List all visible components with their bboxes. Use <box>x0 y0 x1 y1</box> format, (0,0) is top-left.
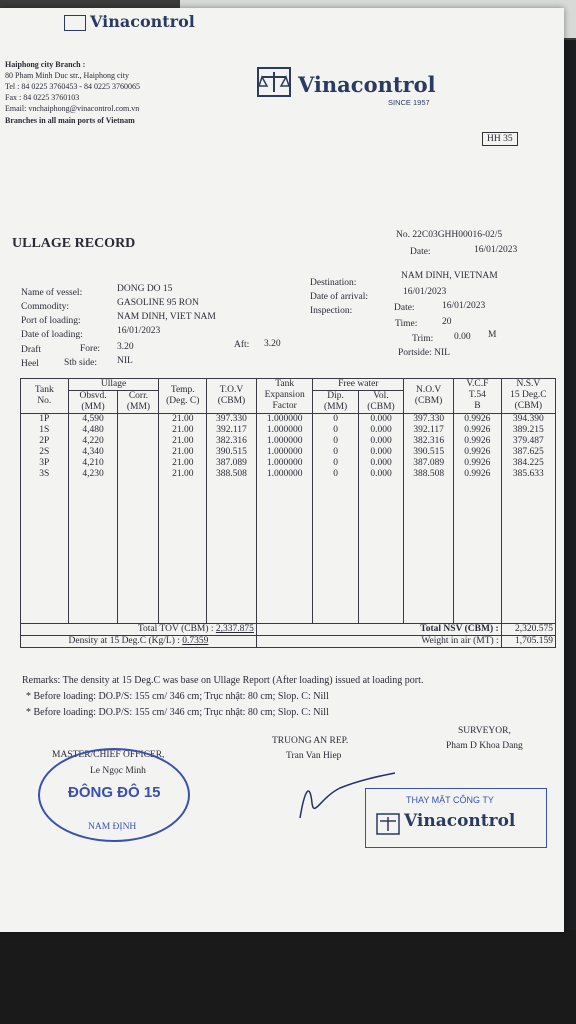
rep-label: TRUONG AN REP. <box>272 736 349 746</box>
time-label: Time: <box>395 319 418 329</box>
cell-vcf: 0.9926 <box>464 447 491 457</box>
col-tank <box>21 414 69 624</box>
scale-logo-icon <box>64 15 86 31</box>
cell-temp: 21.00 <box>172 458 194 468</box>
header-vol: Vol. (CBM) <box>358 391 403 414</box>
cell-tank: 1S <box>39 425 50 435</box>
scale-logo-icon <box>376 813 400 835</box>
port: NAM DINH, VIET NAM <box>117 312 216 322</box>
form-code: HH 35 <box>482 132 518 146</box>
cell-tov: 390.515 <box>216 447 247 457</box>
cell-dip: 0 <box>333 447 338 457</box>
cell-obsvd: 4,220 <box>82 436 104 446</box>
loading-date-label: Date of loading: <box>21 330 83 340</box>
commodity: GASOLINE 95 RON <box>117 298 199 308</box>
heel-label: Heel <box>21 359 39 369</box>
cell-exp: 1.000000 <box>266 436 303 446</box>
cell-nov: 390.515 <box>413 447 445 457</box>
since-text: SINCE 1957 <box>388 98 430 107</box>
col-vol <box>358 414 403 624</box>
surveyor-label: SURVEYOR, <box>458 726 511 736</box>
cell-tank: 2P <box>39 436 50 446</box>
cell-temp: 21.00 <box>172 436 194 446</box>
cell-temp: 21.00 <box>172 414 194 424</box>
arrival-date: 16/01/2023 <box>403 287 447 297</box>
cell-vol: 0.000 <box>370 414 392 424</box>
ullage-table <box>20 378 556 648</box>
cell-vcf: 0.9926 <box>464 414 491 424</box>
cell-temp: 21.00 <box>172 425 194 435</box>
cell-nsv: 385.633 <box>512 469 544 479</box>
weight-label: Weight in air (MT) : <box>256 636 501 648</box>
weight: 1,705.159 <box>501 636 555 648</box>
vessel-name-label: Name of vessel: <box>21 288 83 298</box>
cell-nov: 388.508 <box>413 469 445 479</box>
ship-stamp <box>38 748 190 842</box>
col-obsvd <box>68 414 118 624</box>
cell-vol: 0.000 <box>370 458 392 468</box>
branch-fax: Fax : 84 0225 3760103 <box>5 93 80 102</box>
top-logo-text: Vinacontrol <box>90 12 195 31</box>
cell-tov: 388.508 <box>216 469 247 479</box>
branch-ports: Branches in all main ports of Vietnam <box>5 116 135 125</box>
loading-date: 16/01/2023 <box>117 326 161 336</box>
cell-obsvd: 4,230 <box>82 469 104 479</box>
vessel-name: DONG DO 15 <box>117 284 173 294</box>
arrival-label: Date of arrival: <box>310 292 369 302</box>
company-logo-text: Vinacontrol <box>298 72 436 97</box>
col-temp <box>159 414 207 624</box>
cell-tank: 3S <box>39 469 50 479</box>
cell-obsvd: 4,590 <box>82 414 104 424</box>
remarks-line1: Remarks: The density at 15 Deg.C was base on Ullage Report (After loading) issued at loading port. <box>22 675 424 686</box>
cell-obsvd: 4,480 <box>82 425 104 435</box>
cell-obsvd: 4,210 <box>82 458 104 468</box>
cell-nsv: 389.215 <box>512 425 544 435</box>
fore-label: Fore: <box>80 344 101 354</box>
cell-vcf: 0.9926 <box>464 469 491 479</box>
cell-dip: 0 <box>333 425 338 435</box>
cell-exp: 1.000000 <box>266 425 303 435</box>
cell-nov: 397.330 <box>413 414 445 424</box>
branch-name: Haiphong city Branch : <box>5 60 86 69</box>
trim-unit: M <box>488 330 497 340</box>
fore-value: 3.20 <box>117 342 134 352</box>
cell-nsv: 384.225 <box>512 458 544 468</box>
density-row <box>21 636 556 648</box>
draft-label: Draft <box>21 345 42 355</box>
commodity-label: Commodity: <box>21 302 70 312</box>
total-nsv-label: Total NSV (CBM) : <box>256 624 501 636</box>
rep-name: Tran Van Hiep <box>286 751 342 761</box>
cell-exp: 1.000000 <box>266 414 303 424</box>
cell-dip: 0 <box>333 414 338 424</box>
header-dip: Dip. (MM) <box>313 391 358 414</box>
cell-nsv: 394.390 <box>512 414 544 424</box>
officer-label: MASTER/CHIEF OFFICER, <box>52 750 165 760</box>
record-date-label: Date: <box>410 247 431 257</box>
branch-email: Email: vnchaiphong@vinacontrol.com.vn <box>5 104 140 113</box>
cell-tov: 382.316 <box>216 436 247 446</box>
cell-tank: 3P <box>39 458 50 468</box>
cell-tov: 387.089 <box>216 458 247 468</box>
ship-stamp-bottom: NAM ĐỊNH <box>88 822 137 832</box>
cell-tov: 392.117 <box>216 425 247 435</box>
header-nov: N.O.V (CBM) <box>404 379 454 414</box>
col-nov <box>404 414 454 624</box>
cell-temp: 21.00 <box>172 469 194 479</box>
table-body-row <box>21 414 556 624</box>
cell-vcf: 0.9926 <box>464 425 491 435</box>
company-stamp-top: THAY MẶT CÔNG TY <box>406 795 494 805</box>
officer-name: Le Ngọc Minh <box>90 766 146 776</box>
record-date: 16/01/2023 <box>474 245 518 255</box>
cell-nov: 382.316 <box>413 436 445 446</box>
company-logo <box>256 66 292 103</box>
col-tov <box>207 414 257 624</box>
trim-label: Trim: <box>412 334 434 344</box>
insp-date: 16/01/2023 <box>442 301 486 311</box>
destination-label: Destination: <box>310 278 357 288</box>
time-value: 20 <box>442 317 452 327</box>
cell-vcf: 0.9926 <box>464 436 491 446</box>
company-stamp <box>365 788 547 848</box>
scale-logo-icon <box>256 66 292 98</box>
branch-tel: Tel : 84 0225 3760453 - 84 0225 3760065 <box>5 82 140 91</box>
trim-value: 0.00 <box>454 332 471 342</box>
col-corr <box>118 414 159 624</box>
remarks-line3: * Before loading: DO.P/S: 155 cm/ 346 cm; Trục nhật: 80 cm; Slop. C: Nill <box>26 707 329 718</box>
header-obsvd: Obsvd. (MM) <box>68 391 118 414</box>
header-expansion: Tank Expansion Factor <box>256 379 312 414</box>
col-dip <box>313 414 358 624</box>
remarks-line2: * Before loading: DO.P/S: 155 cm/ 346 cm; Trục nhật: 80 cm; Slop. C: Nill <box>26 691 329 702</box>
total-nsv: 2,320.575 <box>501 624 555 636</box>
aft-label: Aft: <box>234 340 250 350</box>
cell-tank: 1P <box>39 414 50 424</box>
header-freewater: Free water <box>313 379 404 391</box>
density: Density at 15 Deg.C (Kg/L) : 0.7359 <box>21 636 257 648</box>
col-nsv <box>501 414 555 624</box>
col-exp <box>256 414 312 624</box>
stb-value: NIL <box>117 356 133 366</box>
ship-stamp-text: ĐÔNG ĐÔ 15 <box>68 784 161 801</box>
header-tov: T.O.V (CBM) <box>207 379 257 414</box>
cell-obsvd: 4,340 <box>82 447 104 457</box>
branch-address: 80 Pham Minh Duc str., Haiphong city <box>5 71 129 80</box>
top-logo <box>64 12 195 32</box>
aft-value: 3.20 <box>264 339 281 349</box>
header-temp: Temp. (Deg. C) <box>159 379 207 414</box>
document-page <box>0 8 564 932</box>
cell-nsv: 387.625 <box>512 447 544 457</box>
cell-temp: 21.00 <box>172 447 194 457</box>
header-corr: Corr. (MM) <box>118 391 159 414</box>
totals-row <box>21 624 556 636</box>
insp-date-label: Date: <box>394 303 415 313</box>
port-label: Port of loading: <box>21 316 81 326</box>
cell-dip: 0 <box>333 458 338 468</box>
stb-label: Stb side: <box>64 358 97 368</box>
cell-exp: 1.000000 <box>266 469 303 479</box>
cell-vol: 0.000 <box>370 447 392 457</box>
destination: NAM DINH, VIETNAM <box>401 271 498 281</box>
cell-tov: 397.330 <box>216 414 247 424</box>
cell-vcf: 0.9926 <box>464 458 491 468</box>
cell-tank: 2S <box>39 447 50 457</box>
cell-dip: 0 <box>333 469 338 479</box>
header-ullage: Ullage <box>68 379 159 391</box>
cell-nov: 392.117 <box>413 425 444 435</box>
cell-exp: 1.000000 <box>266 447 303 457</box>
company-stamp-logo: Vinacontrol <box>404 811 516 831</box>
cell-exp: 1.000000 <box>266 458 303 468</box>
col-vcf <box>454 414 502 624</box>
cell-nov: 387.089 <box>413 458 445 468</box>
cell-vol: 0.000 <box>370 469 392 479</box>
cell-vol: 0.000 <box>370 425 392 435</box>
header-tank: Tank No. <box>21 379 69 414</box>
header-nsv: N.S.V 15 Deg.C (CBM) <box>501 379 555 414</box>
cell-nsv: 379.487 <box>512 436 544 446</box>
header-vcf: V.C.F T.54 B <box>454 379 502 414</box>
cell-dip: 0 <box>333 436 338 446</box>
inspection-label: Inspection: <box>310 306 353 316</box>
cell-vol: 0.000 <box>370 436 392 446</box>
surveyor-name: Pham D Khoa Dang <box>446 741 523 751</box>
page-title: ULLAGE RECORD <box>12 236 136 251</box>
desk-background-bottom <box>0 930 576 1024</box>
total-tov: Total TOV (CBM) : 2,337.875 <box>21 624 257 636</box>
portside: Portside: NIL <box>398 348 450 358</box>
record-number: No. 22C03GHH00016-02/5 <box>396 230 503 240</box>
